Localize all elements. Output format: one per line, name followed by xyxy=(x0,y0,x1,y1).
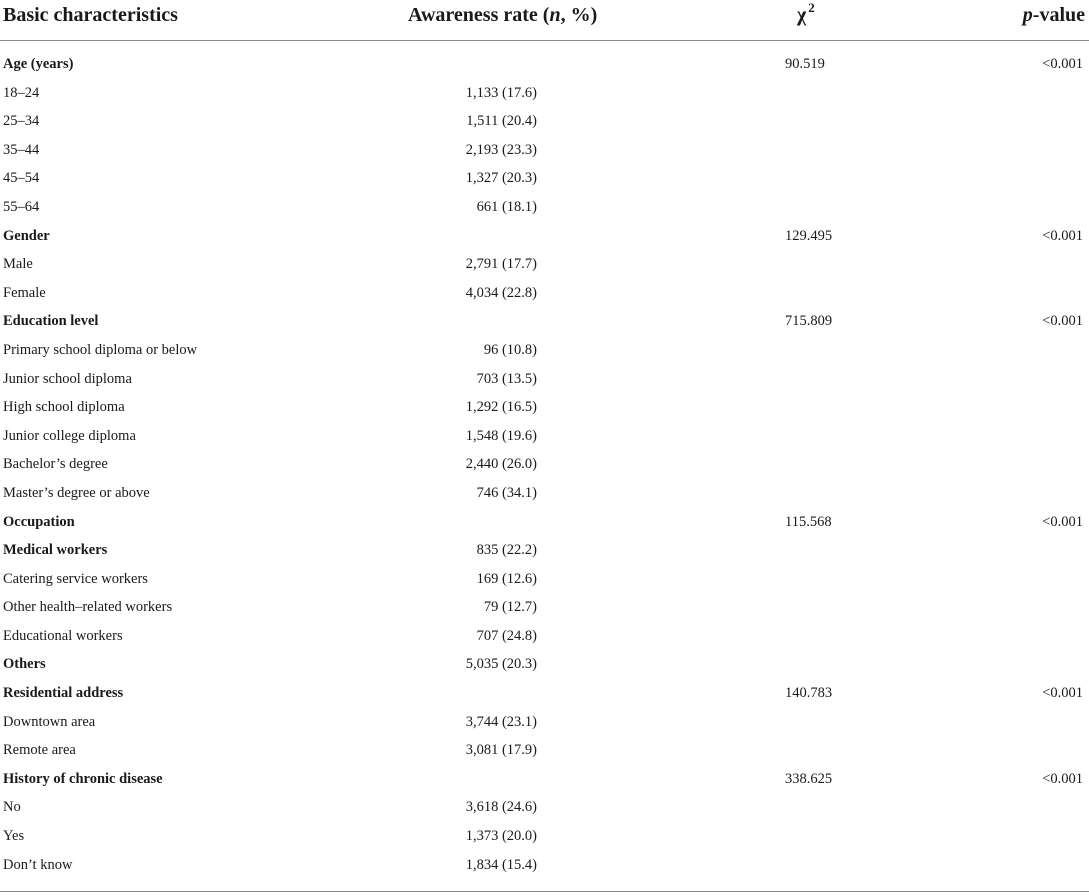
row-awareness-rate: 707 (24.8) xyxy=(476,627,537,644)
row-chi-square: 140.783 xyxy=(785,685,833,702)
header-p-suffix: -value xyxy=(1032,4,1085,26)
row-label: Primary school diploma or below xyxy=(3,341,198,358)
table-row xyxy=(0,452,1089,481)
row-p-value: <0.001 xyxy=(1042,685,1083,702)
header-p-value xyxy=(1023,4,1085,27)
table-row xyxy=(0,138,1089,167)
row-label: Yes xyxy=(3,828,25,845)
row-label: Other health–related workers xyxy=(3,599,173,616)
table-row xyxy=(0,252,1089,281)
row-awareness-rate: 1,133 (17.6) xyxy=(465,84,537,101)
row-label: Others xyxy=(3,656,46,673)
table-row xyxy=(0,481,1089,510)
row-label: Downtown area xyxy=(3,713,96,730)
table-row xyxy=(0,52,1089,81)
table-row xyxy=(0,109,1089,138)
row-label: Residential address xyxy=(3,685,124,702)
row-label: Bachelor’s degree xyxy=(3,456,108,473)
row-label: Junior college diploma xyxy=(3,427,136,444)
row-awareness-rate: 3,618 (24.6) xyxy=(465,799,537,816)
table-row xyxy=(0,166,1089,195)
table-row xyxy=(0,824,1089,853)
header-n-italic: n xyxy=(549,4,561,26)
row-awareness-rate: 79 (12.7) xyxy=(483,599,537,616)
table-row xyxy=(0,367,1089,396)
header-chi-symbol: χ xyxy=(797,4,807,26)
row-label: Master’s degree or above xyxy=(3,484,150,501)
header-chi-square xyxy=(797,0,815,27)
row-awareness-rate: 703 (13.5) xyxy=(476,370,537,387)
row-awareness-rate: 2,791 (17.7) xyxy=(465,256,537,273)
table-row xyxy=(0,224,1089,253)
row-p-value: <0.001 xyxy=(1042,56,1083,72)
row-label: Educational workers xyxy=(3,627,123,644)
row-label: Catering service workers xyxy=(3,570,148,587)
table-row xyxy=(0,681,1089,710)
row-awareness-rate: 1,834 (15.4) xyxy=(465,856,537,873)
bottom-rule xyxy=(0,891,1089,892)
row-label: Male xyxy=(3,256,33,273)
row-awareness-rate: 1,548 (19.6) xyxy=(465,427,537,444)
table-row xyxy=(0,767,1089,796)
row-awareness-rate: 835 (22.2) xyxy=(476,542,537,559)
row-label: High school diploma xyxy=(3,399,125,416)
row-label: 55–64 xyxy=(3,198,40,215)
row-awareness-rate: 661 (18.1) xyxy=(476,198,537,215)
row-chi-square: 715.809 xyxy=(785,313,833,330)
table-row xyxy=(0,567,1089,596)
table-row xyxy=(0,195,1089,224)
table-row xyxy=(0,338,1089,367)
header-basic-characteristics: Basic characteristics xyxy=(3,4,178,26)
table-row xyxy=(0,624,1089,653)
header-p-italic: p xyxy=(1022,4,1033,26)
table-row xyxy=(0,595,1089,624)
table-row xyxy=(0,538,1089,567)
row-awareness-rate: 1,373 (20.0) xyxy=(465,828,537,845)
row-awareness-rate: 3,081 (17.9) xyxy=(465,742,537,759)
table-row xyxy=(0,510,1089,539)
row-label: 45–54 xyxy=(3,170,40,187)
table-row xyxy=(0,710,1089,739)
table-row xyxy=(0,738,1089,767)
table-row xyxy=(0,81,1089,110)
row-awareness-rate: 746 (34.1) xyxy=(476,484,537,501)
row-p-value: <0.001 xyxy=(1042,770,1083,787)
row-p-value: <0.001 xyxy=(1042,513,1083,530)
row-chi-square: 90.519 xyxy=(785,56,825,72)
table-row xyxy=(0,281,1089,310)
row-label: 18–24 xyxy=(3,84,40,101)
row-awareness-rate: 169 (12.6) xyxy=(476,570,537,587)
row-label: Occupation xyxy=(3,513,75,530)
row-label: 35–44 xyxy=(3,141,40,158)
row-label: History of chronic disease xyxy=(3,770,163,787)
table-row xyxy=(0,853,1089,882)
row-label: Age (years) xyxy=(3,56,74,72)
row-label: Don’t know xyxy=(3,856,73,873)
row-label: Remote area xyxy=(3,742,76,759)
row-awareness-rate: 3,744 (23.1) xyxy=(465,713,537,730)
header-awareness-rate xyxy=(408,4,597,27)
header-awareness-text: Awareness rate ( xyxy=(408,4,550,26)
table-header xyxy=(0,0,1089,40)
row-chi-square: 115.568 xyxy=(785,513,832,530)
row-awareness-rate: 4,034 (22.8) xyxy=(465,284,537,301)
row-awareness-rate: 1,511 (20.4) xyxy=(466,113,537,130)
row-label: Gender xyxy=(3,227,50,244)
row-label: Medical workers xyxy=(3,542,108,559)
header-awareness-suffix: , %) xyxy=(560,4,598,26)
row-p-value: <0.001 xyxy=(1042,227,1083,244)
row-awareness-rate: 1,327 (20.3) xyxy=(465,170,537,187)
row-awareness-rate: 1,292 (16.5) xyxy=(465,399,537,416)
header-rule xyxy=(0,40,1089,41)
row-label: Education level xyxy=(3,313,99,330)
table-row xyxy=(0,424,1089,453)
row-awareness-rate: 5,035 (20.3) xyxy=(465,656,537,673)
row-label: 25–34 xyxy=(3,113,40,130)
table-row xyxy=(0,395,1089,424)
table-row xyxy=(0,309,1089,338)
row-awareness-rate: 2,440 (26.0) xyxy=(465,456,537,473)
table-body xyxy=(0,52,1089,881)
row-chi-square: 338.625 xyxy=(785,770,833,787)
row-awareness-rate: 96 (10.8) xyxy=(483,341,537,358)
row-chi-square: 129.495 xyxy=(785,227,833,244)
header-chi-superscript: 2 xyxy=(808,0,815,15)
row-label: Female xyxy=(3,284,46,301)
row-awareness-rate: 2,193 (23.3) xyxy=(465,141,537,158)
table-row xyxy=(0,795,1089,824)
table-row xyxy=(0,652,1089,681)
row-label: Junior school diploma xyxy=(3,370,132,387)
row-p-value: <0.001 xyxy=(1042,313,1083,330)
row-label: No xyxy=(3,799,21,816)
